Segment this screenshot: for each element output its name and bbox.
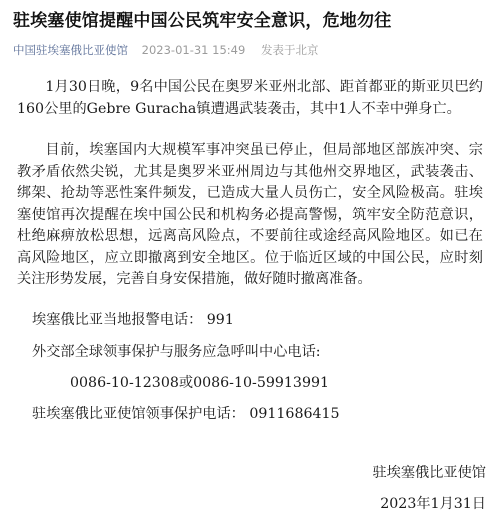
embassy-protection-phone: 驻埃塞俄比亚使馆领事保护电话： 0911686415 bbox=[32, 406, 340, 422]
account-name-link[interactable]: 中国驻埃塞俄比亚使馆 bbox=[13, 43, 128, 57]
mfa-hotline-numbers: 0086-10-12308或0086-10-59913991 bbox=[70, 375, 330, 391]
local-police-phone: 埃塞俄比亚当地报警电话： 991 bbox=[32, 312, 234, 328]
publish-time: 2023-01-31 15:49 bbox=[141, 43, 246, 57]
publish-location: 发表于北京 bbox=[260, 43, 319, 57]
signature-date: 2023年1月31日 bbox=[380, 496, 486, 512]
mfa-hotline-label: 外交部全球领事保护与服务应急呼叫中心电话: bbox=[32, 344, 321, 360]
signature-name: 驻埃塞俄比亚使馆 bbox=[372, 465, 486, 481]
paragraph-advisory: 目前，埃塞国内大规模军事冲突虽已停止，但局部地区部族冲突、宗教矛盾依然尖锐，尤其是奥罗米亚州周边与其他州交界地区，武装袭击、绑架、抢劫等恶性案件频发，已造成大量人员伤亡，安全风险极高。驻埃塞使馆再次提醒在埃中国公民和机构务必提高警惕，筑牢安全防范意识，杜绝麻痹放松思想，远离高风险点，不要前往或途经高风险地区。如已在高风险地区，应立即撤离到安全地区。位于临近区域的中国公民，应时刻关注形势发展，完善自身安保措施，做好随时撤离准备。 bbox=[17, 142, 483, 287]
paragraph-incident: 1月30日晚，9名中国公民在奥罗米亚州北部、距首都亚的斯亚贝巴约160公里的Gebre Guracha镇遭遇武装袭击，其中1人不幸中弹身亡。 bbox=[17, 79, 483, 117]
article-title: 驻埃塞使馆提醒中国公民筑牢安全意识，危地勿往 bbox=[13, 11, 392, 31]
article-meta bbox=[13, 42, 318, 58]
